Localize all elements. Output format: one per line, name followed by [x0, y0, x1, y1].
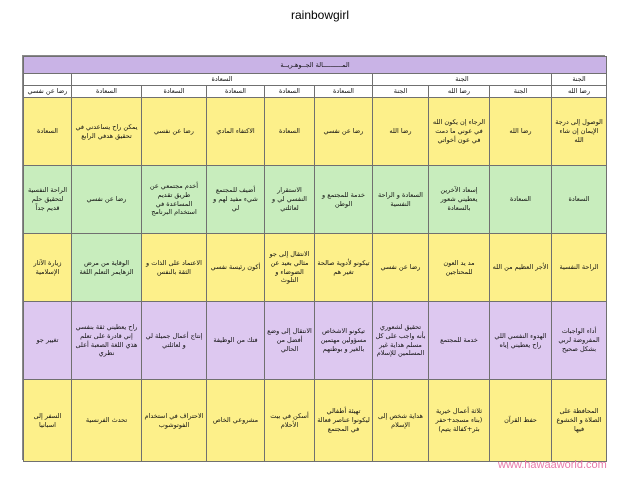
table-cell: مد يد العون للمحتاجين	[429, 234, 490, 302]
header-group-paradise: الجنة	[373, 74, 552, 86]
goals-table	[23, 56, 607, 462]
website-watermark: www.hawaaworld.com	[498, 459, 607, 471]
table-cell: ثلاثة أعمال خيرية (بناء مسجد+حفر بئر+كفالة يتيم)	[429, 380, 490, 462]
table-cell: السعادة	[265, 98, 315, 166]
table-cell: رضا عن نفسي	[72, 166, 142, 234]
table-cell: السعادة	[24, 98, 72, 166]
header-cell: السعادة	[207, 86, 265, 98]
header-cell	[24, 74, 72, 86]
table-cell: أكون رئيسة نفسي	[207, 234, 265, 302]
table-cell: الراحة النفسية	[552, 234, 607, 302]
table-cell: الوقاية من مرض الزهايمر التعلم اللغة	[72, 234, 142, 302]
table-cell: خدمة للمجتمع	[429, 302, 490, 380]
table-cell: تغيير جو	[24, 302, 72, 380]
header-cell: الجنة	[373, 86, 429, 98]
table-row	[24, 234, 607, 302]
table-cell: يمكن راح يساعدني في تحقيق هدفي الرابع	[72, 98, 142, 166]
table-cell: هداية شخص إلى الإسلام	[373, 380, 429, 462]
table-cell: فتك من الوظيفة	[207, 302, 265, 380]
table-row	[24, 302, 607, 380]
table-cell: حفظ القرآن	[490, 380, 552, 462]
table-cell: الانتقال إلى جو مثالي بعيد عن الضوضاء و التلوث	[265, 234, 315, 302]
header-cell: السعادة	[72, 86, 142, 98]
table-cell: تهيئة أطفالي ليكونوا عناصر فعالة في المجتمع	[315, 380, 373, 462]
table-cell: الراحة النفسية لتحقيق حلم قديم جداً	[24, 166, 72, 234]
table-cell: رضا الله	[373, 98, 429, 166]
table-cell: السعادة و الراحة النفسية	[373, 166, 429, 234]
table-cell: أخدم مجتمعي عن طريق تقديم المساعدة في استخدام البرنامج	[142, 166, 207, 234]
table-row	[24, 380, 607, 462]
table-cell: راح يعطيني ثقة بنفسي إني قادرة على تعلم هذي اللغة الصعبة أعلى نظري	[72, 302, 142, 380]
table-cell: خدمة للمجتمع و الوطن	[315, 166, 373, 234]
table-cell: رضا عن نفسي	[373, 234, 429, 302]
table-cell: المحافظة على الصلاة و الخشوع فيها	[552, 380, 607, 462]
table-cell: إنتاج أعمال جميلة لي و لعائلتي	[142, 302, 207, 380]
table-cell: السعادة	[552, 166, 607, 234]
table-cell: رضا عن نفسي	[315, 98, 373, 166]
table-cell: الاعتماد على الذات و الثقة بالنفس	[142, 234, 207, 302]
goals-sheet	[22, 55, 605, 460]
header-cell: رضا عن نفسي	[24, 86, 72, 98]
table-cell: الرجاء إن يكون الله في عوني ما دمت في عون أخواتي	[429, 98, 490, 166]
table-cell: السعادة	[490, 166, 552, 234]
table-cell: الانتقال إلى وضع أفضل من الحالي	[265, 302, 315, 380]
header-cell: السعادة	[142, 86, 207, 98]
header-cell: السعادة	[265, 86, 315, 98]
table-cell: تحدث الفرنسية	[72, 380, 142, 462]
table-cell: الهدوء النفسي اللي راح يعطيني إياه	[490, 302, 552, 380]
table-cell: أداء الواجبات المفروضة لربي بشكل صحيح	[552, 302, 607, 380]
table-cell: تيكونو لأدوية صالحة تغير هم	[315, 234, 373, 302]
table-row	[24, 98, 607, 166]
table-cell: إسعاد الآخرين يعطيني شعور بالسعادة	[429, 166, 490, 234]
header-cell: رضا الله	[552, 86, 607, 98]
header-cell: السعادة	[315, 86, 373, 98]
header-cell: رضا الله	[429, 86, 490, 98]
table-cell: الأجر العظيم من الله	[490, 234, 552, 302]
table-cell: زيارة الآثار الإسلامية	[24, 234, 72, 302]
table-cell: الاستقرار النفسي لي و لعائلتي	[265, 166, 315, 234]
table-cell: أسكن في بيت الأحلام	[265, 380, 315, 462]
table-cell: أضيف للمجتمع شيء مفيد لهم و لي	[207, 166, 265, 234]
table-row	[24, 166, 607, 234]
page-title: rainbowgirl	[290, 8, 350, 22]
table-cell: الاحتراف في استخدام الفوتوشوب	[142, 380, 207, 462]
header-cell: الجنة	[490, 86, 552, 98]
table-cell: رضا عن نفسي	[142, 98, 207, 166]
table-cell: رضا الله	[490, 98, 552, 166]
header-group-paradise-2: الجنة	[552, 74, 607, 86]
table-cell: السفر إلى اسبانيا	[24, 380, 72, 462]
table-cell: مشروعي الخاص	[207, 380, 265, 462]
header-group-happiness: السعادة	[72, 74, 373, 86]
table-cell: تيكونو الاشخاص مسؤولين مهتمين بالغير و بوطنهم	[315, 302, 373, 380]
table-cell: الوصول إلى درجة الإيمان إن شاء الله	[552, 98, 607, 166]
table-title: المــــــــــالة الجــوهـريــة	[24, 57, 607, 74]
table-cell: تحقيق لشعوري بأنه واجب على كل مسلم هداية غير المسلمين للإسلام	[373, 302, 429, 380]
table-cell: الاكتفاء المادي	[207, 98, 265, 166]
